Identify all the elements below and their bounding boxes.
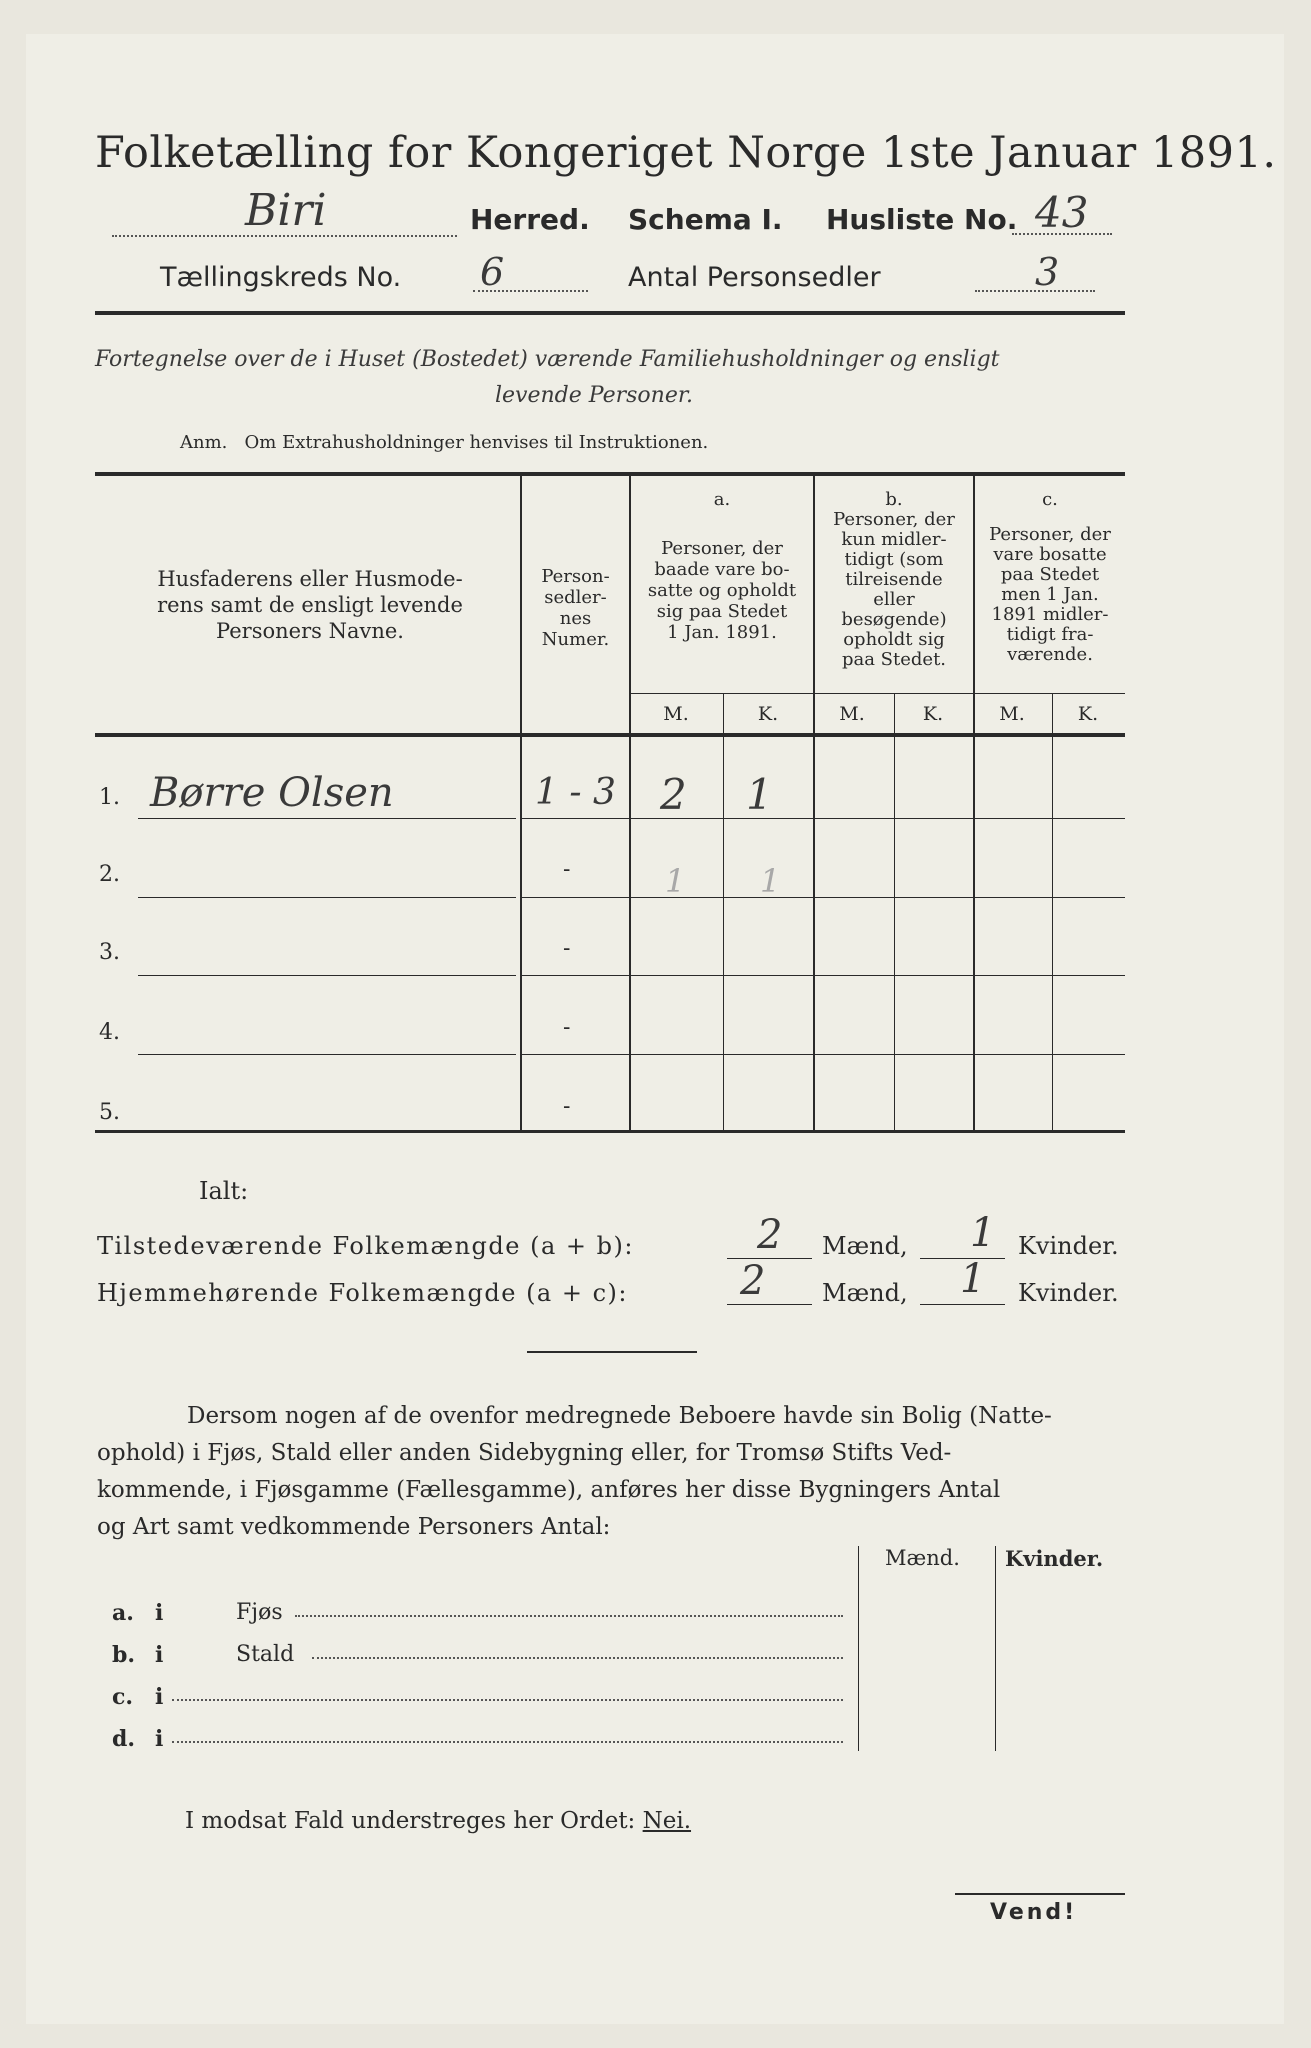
ob-row-dots	[172, 1698, 843, 1701]
row-line-right	[522, 897, 1125, 898]
ob-row-dots	[295, 1614, 843, 1617]
mk-label: M.	[839, 703, 865, 725]
total-present-m: 2	[757, 1212, 783, 1258]
col-name-header: Husfaderens eller Husmode- rens samt de ensligt levende Personers Navne.	[157, 567, 463, 643]
row-line	[138, 1054, 516, 1055]
row-number: 5.	[99, 1100, 120, 1125]
footer-text: I modsat Fald understreges her Ordet: Nei.	[185, 1808, 692, 1834]
total-present-k: 1	[970, 1210, 996, 1256]
outbuildings-paragraph: Dersom nogen af de ovenfor medregnede Beboere havde sin Bolig (Natte- ophold) i Fjøs, Stald eller anden Sidebygning eller, for Tromsø Stifts Ved- kommende, i Fjøsgamme (Fællesgamme), anføres her disse Bygningers Antal og Art samt vedkommende Personers Antal:	[97, 1403, 1052, 1540]
intro-line-1: Fortegnelse over de i Huset (Bostedet) værende Familiehusholdninger og ensligt	[95, 347, 1000, 372]
intro-line-2: levende Personer.	[495, 383, 693, 408]
herred-label: Herred.	[470, 203, 590, 236]
total-resident-label: Hjemmehørende Folkemængde (a + c):	[97, 1279, 628, 1307]
row-number: 1.	[99, 785, 120, 810]
col-a-letter: a.	[713, 489, 731, 510]
ob-col-maend: Mænd.	[885, 1546, 960, 1570]
a-k-value: 1	[760, 862, 781, 900]
person-numbers: -	[563, 857, 571, 882]
schema-label: Schema I.	[628, 203, 783, 236]
row-line-right	[522, 975, 1125, 976]
person-name: Børre Olsen	[150, 770, 394, 816]
col-num-header: Person- sedler- nes Numer.	[541, 566, 610, 650]
col-c-header: Personer, der vare bosatte paa Stedet men 1 Jan. 1891 midler- tidigt fra- værende.	[989, 524, 1111, 665]
anm-note: Anm. Om Extrahusholdninger henvises til Instruktionen.	[180, 432, 709, 453]
total-resident-k: 1	[960, 1256, 986, 1302]
total-present-kvinder: Kvinder.	[1018, 1232, 1119, 1260]
ob-row-letter: d.	[112, 1726, 136, 1752]
ob-row-label: Fjøs	[236, 1600, 283, 1625]
antal-value: 3	[1035, 250, 1060, 294]
census-form-page	[26, 34, 1284, 2024]
col-a-header: Personer, der baade vare bo- satte og opholdt sig paa Stedet 1 Jan. 1891.	[647, 538, 797, 643]
vend-label: Vend!	[990, 1900, 1078, 1925]
total-present-maend: Mænd,	[822, 1232, 908, 1260]
row-line-right	[522, 818, 1125, 819]
form-title: Folketælling for Kongeriget Norge 1ste Januar 1891.	[95, 128, 1277, 178]
vend-rule	[955, 1893, 1125, 1895]
table-top-rule	[95, 472, 1125, 476]
row-line	[138, 975, 516, 976]
total-resident-k-line	[920, 1304, 1005, 1305]
ob-row-label: Stald	[236, 1642, 295, 1667]
person-numbers: 1 - 3	[535, 772, 616, 813]
antal-label: Antal Personsedler	[628, 262, 881, 293]
table-vline	[1052, 694, 1053, 1132]
total-resident-kvinder: Kvinder.	[1018, 1279, 1119, 1307]
ob-col-kvinder: Kvinder.	[1005, 1546, 1104, 1571]
mk-label: M.	[999, 703, 1025, 725]
ob-row-letter: c.	[112, 1684, 134, 1710]
ob-row-letter: a.	[112, 1600, 134, 1626]
header-rule	[95, 311, 1125, 315]
ialt-label: Ialt:	[199, 1177, 249, 1205]
herred-value: Biri	[245, 185, 327, 236]
person-numbers: -	[563, 1015, 571, 1040]
husliste-value: 43	[1035, 188, 1089, 237]
mk-rule	[629, 693, 1125, 694]
ob-row-dots	[312, 1656, 843, 1659]
kreds-label: Tællingskreds No.	[160, 262, 402, 293]
mk-label: K.	[1077, 703, 1099, 725]
row-number: 3.	[99, 940, 120, 965]
husliste-label: Husliste No.	[826, 203, 1018, 236]
row-line	[138, 818, 516, 819]
mk-label: M.	[663, 703, 689, 725]
ob-row-letter: b.	[112, 1642, 136, 1668]
row-line	[138, 897, 516, 898]
col-c-letter: c.	[1042, 489, 1058, 510]
total-resident-m-line	[727, 1304, 812, 1305]
ob-row-i: i	[155, 1600, 164, 1626]
a-m-value: 1	[665, 862, 686, 900]
col-b-letter: b.	[885, 489, 903, 510]
table-vline	[894, 694, 895, 1132]
total-resident-m: 2	[740, 1258, 766, 1304]
table-vline	[723, 694, 724, 1132]
kreds-value: 6	[480, 250, 505, 294]
person-numbers: -	[563, 1094, 571, 1119]
ob-row-i: i	[155, 1726, 164, 1752]
table-bottom-rule	[95, 1130, 1125, 1133]
a-m-value: 2	[660, 770, 687, 819]
ob-vline	[858, 1546, 859, 1751]
ob-row-i: i	[155, 1684, 164, 1710]
table-header-rule	[95, 733, 1125, 737]
a-k-value: 1	[746, 770, 773, 819]
person-numbers: -	[563, 936, 571, 961]
total-present-label: Tilstedeværende Folkemængde (a + b):	[97, 1232, 634, 1260]
row-number: 4.	[99, 1020, 120, 1045]
nei-word: Nei.	[642, 1808, 692, 1834]
ob-vline	[995, 1546, 996, 1751]
col-b-header: Personer, der kun midler- tidigt (som tilreisende eller besøgende) opholdt sig paa Stedet.	[833, 509, 955, 670]
separator-rule	[527, 1351, 697, 1353]
total-resident-maend: Mænd,	[822, 1279, 908, 1307]
ob-row-i: i	[155, 1642, 164, 1668]
row-number: 2.	[99, 862, 120, 887]
mk-label: K.	[922, 703, 944, 725]
ob-row-dots	[172, 1740, 843, 1743]
row-line-right	[522, 1054, 1125, 1055]
mk-label: K.	[757, 703, 779, 725]
